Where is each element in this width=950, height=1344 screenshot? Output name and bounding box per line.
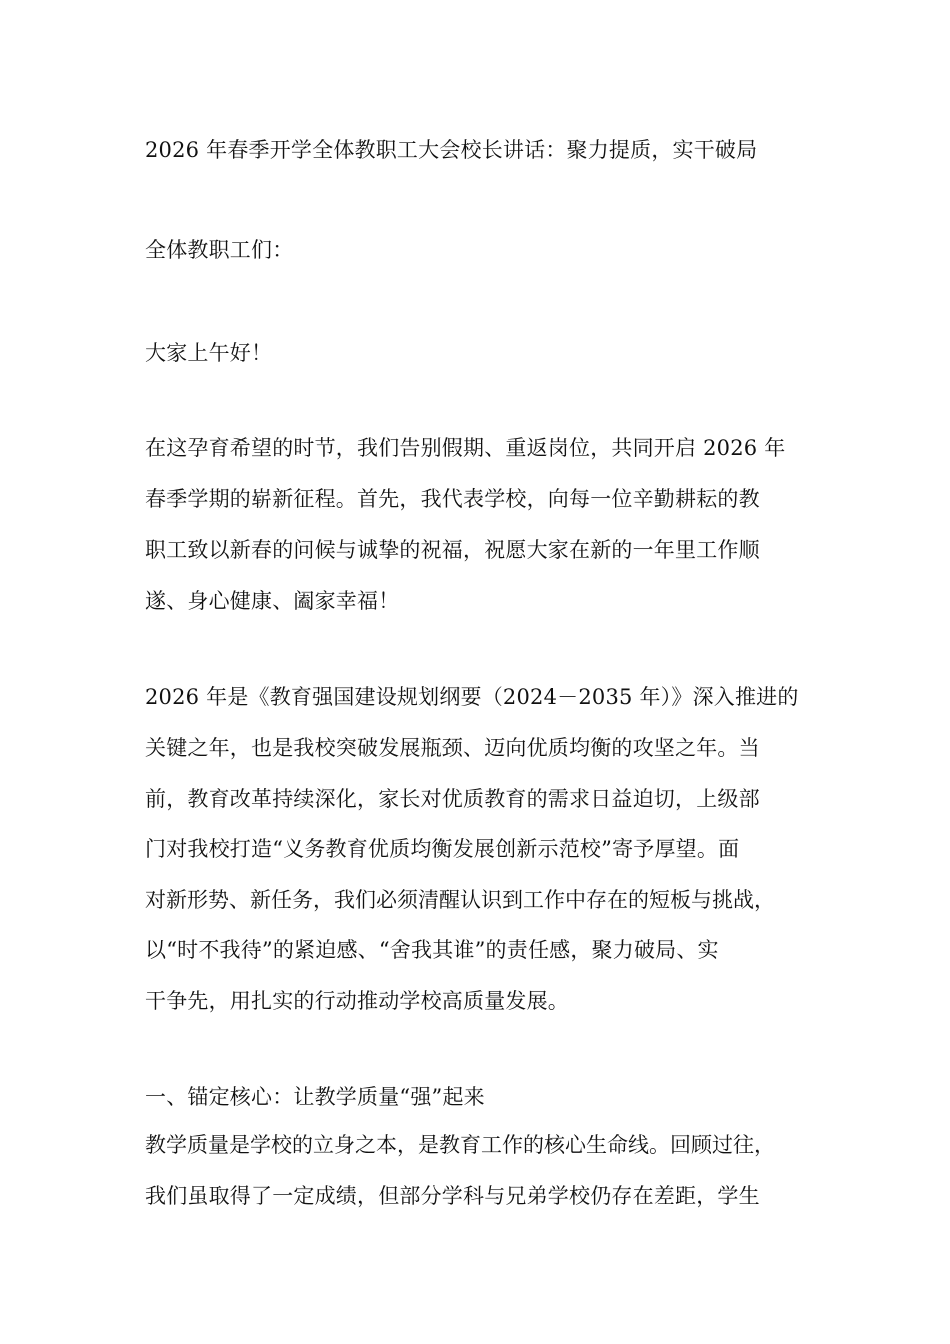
paragraph-1-line-4: 遂、身心健康、阖家幸福！ <box>145 589 400 613</box>
paragraph-3-line-2: 我们虽取得了一定成绩，但部分学科与兄弟学校仍存在差距，学生 <box>145 1184 760 1208</box>
paragraph-1-line-1: 在这孕育希望的时节，我们告别假期、重返岗位，共同开启 2026 年 <box>145 436 786 460</box>
paragraph-1-line-2: 春季学期的崭新征程。首先，我代表学校，向每一位辛勤耕耘的教 <box>145 487 760 511</box>
paragraph-2-line-3: 前，教育改革持续深化，家长对优质教育的需求日益迫切，上级部 <box>145 787 760 811</box>
paragraph-3-line-1: 教学质量是学校的立身之本，是教育工作的核心生命线。回顾过往， <box>145 1133 775 1157</box>
paragraph-1-line-3: 职工致以新春的问候与诚挚的祝福，祝愿大家在新的一年里工作顺 <box>145 538 760 562</box>
section-1-heading: 一、锚定核心：让教学质量“强”起来 <box>145 1085 485 1109</box>
paragraph-2-line-7: 干争先，用扎实的行动推动学校高质量发展。 <box>145 989 569 1013</box>
document-title: 2026 年春季开学全体教职工大会校长讲话：聚力提质，实干破局 <box>145 138 758 162</box>
paragraph-2-line-1: 2026 年是《教育强国建设规划纲要（2024－2035 年）》深入推进的 <box>145 685 799 709</box>
greeting: 大家上午好！ <box>145 341 273 365</box>
paragraph-2-line-4: 门对我校打造“义务教育优质均衡发展创新示范校”寄予厚望。面 <box>145 837 740 861</box>
paragraph-2-line-2: 关键之年，也是我校突破发展瓶颈、迈向优质均衡的攻坚之年。当 <box>145 736 760 760</box>
paragraph-2-line-6: 以“时不我待”的紧迫感、“舍我其谁”的责任感，聚力破局、实 <box>145 938 719 962</box>
paragraph-2-line-5: 对新形势、新任务，我们必须清醒认识到工作中存在的短板与挑战， <box>145 888 775 912</box>
salutation: 全体教职工们： <box>145 238 294 262</box>
